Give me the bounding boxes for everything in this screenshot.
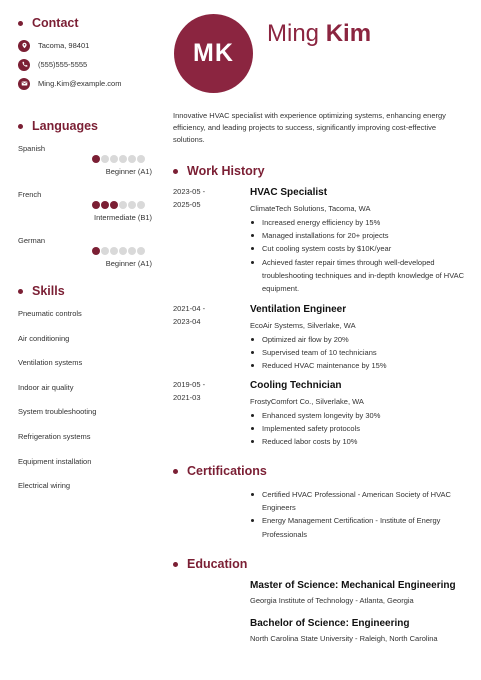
job-title: Ventilation Engineer bbox=[250, 304, 347, 315]
avatar: MK bbox=[174, 14, 253, 93]
rating-dot-empty bbox=[101, 155, 109, 163]
rating-dot-filled bbox=[92, 155, 100, 163]
job-title: Cooling Technician bbox=[250, 380, 342, 391]
list-item: Cut cooling system costs by $10K/year bbox=[250, 242, 465, 255]
language-item bbox=[18, 190, 152, 236]
bullet-dot-icon bbox=[18, 289, 23, 294]
last-name: Kim bbox=[325, 20, 372, 47]
sidebar bbox=[0, 0, 152, 680]
language-item bbox=[18, 144, 152, 190]
phone-icon bbox=[18, 59, 30, 71]
languages-list bbox=[18, 144, 152, 282]
skill-item: Electrical wiring bbox=[18, 481, 71, 491]
job-body bbox=[250, 303, 465, 373]
rating-dot-empty bbox=[110, 155, 118, 163]
rating-dot-empty bbox=[128, 247, 136, 255]
languages-heading: Languages bbox=[18, 119, 152, 133]
school-name: North Carolina State University - Raleigh, North Carolina bbox=[250, 634, 438, 643]
list-item: Reduced labor costs by 10% bbox=[250, 435, 465, 448]
rating-dot-empty bbox=[119, 201, 127, 209]
language-rating bbox=[92, 201, 146, 209]
education-entry bbox=[250, 580, 465, 605]
first-name: Ming bbox=[267, 20, 320, 47]
language-name: French bbox=[18, 190, 42, 199]
language-item bbox=[18, 236, 152, 282]
rating-dot-filled bbox=[92, 201, 100, 209]
job-company: FrostyComfort Co., Silverlake, WA bbox=[250, 397, 364, 406]
skill-item: System troubleshooting bbox=[18, 407, 97, 417]
skill-item: Refrigeration systems bbox=[18, 431, 91, 441]
location-pin-icon bbox=[18, 40, 30, 52]
job-bullets bbox=[250, 409, 465, 449]
work-history-heading: Work History bbox=[173, 164, 265, 178]
contact-phone: (555)555-5555 bbox=[18, 55, 152, 74]
list-item: Increased energy efficiency by 15% bbox=[250, 216, 465, 229]
job-dates: 2019-05 - 2021-03 bbox=[173, 380, 206, 402]
list-item: Enhanced system longevity by 30% bbox=[250, 409, 465, 422]
skill-item: Equipment installation bbox=[18, 456, 92, 466]
list-item: Certified HVAC Professional - American Society of HVAC Engineers bbox=[250, 488, 465, 514]
skill-item: Ventilation systems bbox=[18, 358, 83, 368]
bullet-dot-icon bbox=[173, 169, 178, 174]
bullet-dot-icon bbox=[18, 21, 23, 26]
rating-dot-filled bbox=[92, 247, 100, 255]
contact-location: Tacoma, 98401 bbox=[18, 36, 152, 55]
job-company: ClimateTech Solutions, Tacoma, WA bbox=[250, 204, 371, 213]
job-body bbox=[250, 186, 465, 295]
language-level: Intermediate (B1) bbox=[94, 213, 152, 222]
contact-email[interactable]: Ming.Kim@example.com bbox=[18, 74, 152, 93]
language-level: Beginner (A1) bbox=[105, 259, 152, 268]
rating-dot-empty bbox=[119, 247, 127, 255]
rating-dot-filled bbox=[101, 201, 109, 209]
rating-dot-empty bbox=[128, 155, 136, 163]
list-item: Supervised team of 10 technicians bbox=[250, 346, 465, 359]
rating-dot-empty bbox=[128, 201, 136, 209]
list-item: Reduced HVAC maintenance by 15% bbox=[250, 359, 465, 372]
job-body bbox=[250, 379, 465, 449]
education-heading: Education bbox=[173, 557, 247, 571]
list-item: Achieved faster repair times through well-developed troubleshooting techniques and in-depth knowledge of HVAC equipment. bbox=[250, 256, 465, 296]
contact-heading: Contact bbox=[18, 16, 152, 30]
list-item: Managed installations for 20+ projects bbox=[250, 229, 465, 242]
rating-dot-empty bbox=[110, 247, 118, 255]
skill-item: Air conditioning bbox=[18, 333, 70, 343]
contact-list bbox=[18, 36, 152, 93]
language-level: Beginner (A1) bbox=[105, 167, 152, 176]
degree-title: Bachelor of Science: Engineering bbox=[250, 618, 410, 629]
job-dates: 2021-04 - 2023-04 bbox=[173, 304, 206, 326]
list-item: Implemented safety protocols bbox=[250, 422, 465, 435]
certifications-list bbox=[250, 488, 465, 541]
rating-dot-empty bbox=[101, 247, 109, 255]
skills-heading: Skills bbox=[18, 284, 152, 298]
language-name: German bbox=[18, 236, 46, 245]
school-name: Georgia Institute of Technology - Atlanta, Georgia bbox=[250, 596, 414, 605]
job-company: EcoAir Systems, Silverlake, WA bbox=[250, 321, 356, 330]
main-content bbox=[168, 0, 468, 680]
rating-dot-empty bbox=[137, 155, 145, 163]
certifications-heading: Certifications bbox=[173, 464, 267, 478]
rating-dot-empty bbox=[137, 247, 145, 255]
summary: Innovative HVAC specialist with experience optimizing systems, enhancing energy efficiency, and leading projects to success, significantly improving cost-effective solutions. bbox=[173, 111, 446, 144]
language-rating bbox=[92, 247, 146, 255]
degree-title: Master of Science: Mechanical Engineering bbox=[250, 580, 456, 591]
rating-dot-filled bbox=[110, 201, 118, 209]
job-bullets bbox=[250, 216, 465, 295]
skill-item: Pneumatic controls bbox=[18, 309, 82, 318]
job-dates: 2023-05 - 2025-05 bbox=[173, 187, 206, 209]
job-title: HVAC Specialist bbox=[250, 187, 328, 198]
bullet-dot-icon bbox=[173, 469, 178, 474]
list-item: Energy Management Certification - Institute of Energy Professionals bbox=[250, 514, 465, 540]
skill-item: Indoor air quality bbox=[18, 382, 74, 392]
bullet-dot-icon bbox=[18, 124, 23, 129]
job-bullets bbox=[250, 333, 465, 373]
email-icon bbox=[18, 78, 30, 90]
bullet-dot-icon bbox=[173, 562, 178, 567]
rating-dot-empty bbox=[137, 201, 145, 209]
education-entry bbox=[250, 618, 465, 643]
rating-dot-empty bbox=[119, 155, 127, 163]
skills-list bbox=[18, 309, 152, 506]
language-rating bbox=[92, 155, 146, 163]
candidate-name bbox=[267, 20, 371, 48]
list-item: Optimized air flow by 20% bbox=[250, 333, 465, 346]
language-name: Spanish bbox=[18, 144, 46, 153]
